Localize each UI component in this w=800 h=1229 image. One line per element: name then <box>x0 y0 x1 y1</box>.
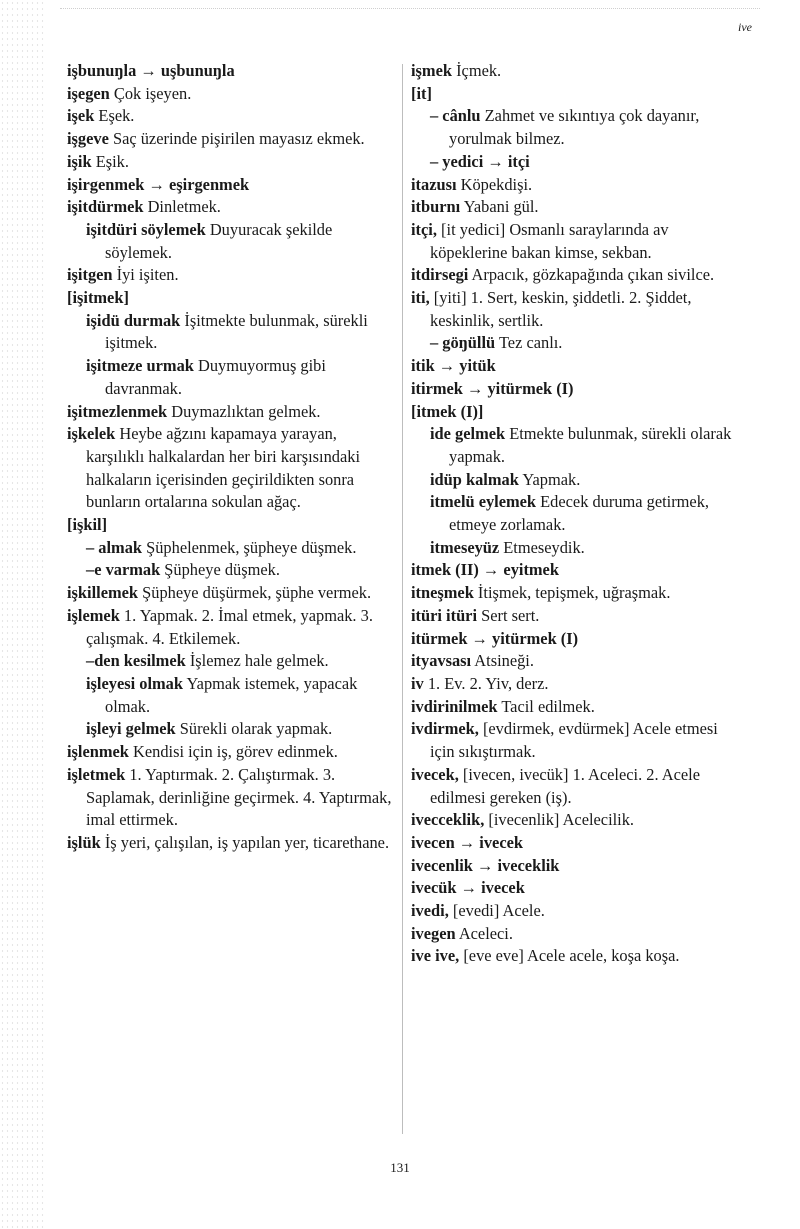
dictionary-entry <box>411 832 737 855</box>
entry-headword: ivecceklik, <box>411 810 485 830</box>
dictionary-entry <box>411 945 737 968</box>
entry-headword: işitmezlenmek <box>67 401 168 421</box>
dictionary-entry <box>67 83 395 106</box>
entry-definition: Duymazlıktan gelmek. <box>167 401 321 421</box>
dictionary-entry <box>67 764 395 832</box>
entry-definition: → eşirgenmek <box>144 174 250 194</box>
dictionary-entry <box>411 537 737 560</box>
dictionary-entry <box>411 673 737 696</box>
entry-definition: → ivecek <box>456 878 525 898</box>
entry-headword: işlenmek <box>67 742 129 762</box>
scan-speckle <box>0 0 46 1229</box>
entry-headword: idüp kalmak <box>430 469 519 489</box>
entry-headword: itmeseyüz <box>430 537 500 557</box>
entry-definition: Şüpheye düşürmek, şüphe vermek. <box>138 583 372 603</box>
dictionary-entry <box>67 582 395 605</box>
entry-definition: Etmeseydik. <box>499 537 585 557</box>
entry-definition: Tez canlı. <box>495 333 563 353</box>
top-rule <box>60 8 760 10</box>
dictionary-entry <box>67 650 395 673</box>
entry-headword: işirgenmek <box>67 174 145 194</box>
entry-headword: ivdirmek, <box>411 719 479 739</box>
dictionary-entry <box>411 151 737 174</box>
entry-definition: Etmekte bulunmak, sürekli olarak yapmak. <box>449 424 732 466</box>
entry-headword: işbunuŋla <box>67 61 137 80</box>
entry-definition: İçmek. <box>451 61 502 80</box>
dictionary-entry <box>67 196 395 219</box>
entry-definition: Sert sert. <box>477 605 540 625</box>
entry-definition: Heybe ağzını kapamaya yarayan, karşılıklı halkalardan her biri karşısındaki halkaların içerisinden geçirildikten sonra bunların ortalarına sokulan ağaç. <box>86 424 361 512</box>
entry-headword: ivedi, <box>411 901 449 921</box>
page-number: 131 <box>390 1160 410 1175</box>
dictionary-entry <box>411 469 737 492</box>
entry-definition: İyi işiten. <box>112 265 179 285</box>
entry-headword: işkelek <box>67 424 116 444</box>
entry-headword: işlemek <box>67 605 120 625</box>
dictionary-entry <box>411 491 737 536</box>
entry-headword: – yedici <box>430 151 484 171</box>
dictionary-entry <box>411 219 737 264</box>
entry-headword: –e varmak <box>86 560 161 580</box>
dictionary-entry <box>67 60 395 83</box>
dictionary-entry <box>67 832 395 855</box>
dictionary-entry <box>67 718 395 741</box>
entry-headword: ivdirinilmek <box>411 696 498 716</box>
entry-definition: 1. Yapmak. 2. İmal etmek, yapmak. 3. çalışmak. 4. Etkilemek. <box>86 605 373 648</box>
dictionary-entry <box>67 423 395 514</box>
entry-definition: [yiti] 1. Sert, keskin, şiddetli. 2. Şiddet, keskinlik, sertlik. <box>429 288 692 330</box>
entry-definition: Dinletmek. <box>143 197 221 217</box>
entry-definition: [ivecen, ivecük] 1. Aceleci. 2. Acele edilmesi gereken (iş). <box>430 764 700 807</box>
dictionary-entry <box>411 332 737 355</box>
dictionary-entry <box>411 582 737 605</box>
entry-headword: iti, <box>411 288 430 308</box>
entry-definition: 1. Ev. 2. Yiv, derz. <box>423 673 549 693</box>
dictionary-entry <box>411 264 737 287</box>
left-column <box>67 60 395 855</box>
entry-headword: ivecek, <box>411 764 459 784</box>
entry-headword: işitmeze urmak <box>86 356 194 376</box>
dictionary-entry <box>411 83 737 106</box>
dictionary-entry <box>411 696 737 719</box>
entry-definition: [evdirmek, evdürmek] Acele etmesi için sıkıştırmak. <box>430 719 718 762</box>
entry-headword: ide gelmek <box>430 424 506 444</box>
entry-headword: işmek <box>411 61 452 80</box>
entry-headword: işidü durmak <box>86 310 181 330</box>
dictionary-entry <box>411 105 737 150</box>
dictionary-entry <box>411 605 737 628</box>
entry-definition: 1. Yaptırmak. 2. Çalıştırmak. 3. Saplamak, derinliğine geçirmek. 4. Yaptırmak, imal ettirmek. <box>86 764 392 830</box>
dictionary-entry <box>67 514 395 537</box>
entry-headword: işleyesi olmak <box>86 673 183 693</box>
entry-headword: işlük <box>67 832 101 852</box>
entry-definition: → yitürmek (I) <box>467 628 579 648</box>
dictionary-entry <box>67 174 395 197</box>
entry-headword: iv <box>411 673 424 693</box>
dictionary-entry <box>67 673 395 718</box>
entry-headword: [işkil] <box>67 515 108 535</box>
dictionary-entry <box>411 355 737 378</box>
entry-headword: itçi, <box>411 219 437 239</box>
dictionary-entry <box>411 559 737 582</box>
column-divider <box>402 64 403 1134</box>
entry-definition: Tacil edilmek. <box>497 696 595 716</box>
entry-headword: ive ive, <box>411 946 460 966</box>
dictionary-entry <box>411 423 737 468</box>
dictionary-entry <box>67 151 395 174</box>
dictionary-entry <box>411 923 737 946</box>
entry-headword: – göŋüllü <box>430 333 496 353</box>
entry-definition: [eve eve] Acele acele, koşa koşa. <box>459 946 680 966</box>
entry-headword: itmelü eylemek <box>430 492 537 512</box>
entry-definition: Yabani gül. <box>460 197 539 217</box>
entry-headword: itirmek <box>411 378 463 398</box>
entry-headword: işitdürmek <box>67 197 144 217</box>
entry-headword: itmek (II) <box>411 560 479 580</box>
entry-definition: Atsineği. <box>471 651 534 671</box>
entry-headword: işleyi gelmek <box>86 719 176 739</box>
right-column <box>411 60 737 968</box>
dictionary-entry <box>67 105 395 128</box>
entry-headword: [itmek (I)] <box>411 401 484 421</box>
entry-definition: Yapmak istemek, yapacak olmak. <box>105 673 358 716</box>
entry-headword: ityavsası <box>411 651 472 671</box>
entry-definition: → iveceklik <box>472 855 560 875</box>
running-head: ive <box>738 20 752 34</box>
dictionary-entry <box>67 355 395 400</box>
entry-definition: → yitürmek (I) <box>462 378 574 398</box>
entry-definition: Köpekdişi. <box>456 174 533 194</box>
entry-definition: Edecek duruma getirmek, etmeye zorlamak. <box>449 492 710 535</box>
entry-headword: itazusı <box>411 174 457 194</box>
entry-definition: İş yeri, çalışılan, iş yapılan yer, ticarethane. <box>100 832 390 852</box>
entry-definition: Yapmak. <box>518 469 581 489</box>
dictionary-entry <box>67 401 395 424</box>
entry-headword: itürmek <box>411 628 468 648</box>
entry-definition: Şüphelenmek, şüpheye düşmek. <box>142 537 357 557</box>
entry-definition: İşitmekte bulunmak, sürekli işitmek. <box>105 310 368 353</box>
entry-definition: [evedi] Acele. <box>448 901 545 921</box>
dictionary-entry <box>67 219 395 264</box>
entry-headword: ivegen <box>411 923 456 943</box>
entry-definition: → eyitmek <box>478 560 559 580</box>
entry-headword: itdirsegi <box>411 265 469 285</box>
entry-headword: ivecük <box>411 878 457 898</box>
entry-definition: Duyuracak şekilde söylemek. <box>105 219 333 262</box>
entry-headword: itburnı <box>411 197 461 217</box>
entry-headword: işgeve <box>67 129 109 149</box>
entry-headword: işegen <box>67 83 110 103</box>
dictionary-entry <box>411 196 737 219</box>
entry-definition: Çok işeyen. <box>109 83 192 103</box>
entry-headword: itik <box>411 356 435 376</box>
entry-definition: İtişmek, tepişmek, uğraşmak. <box>473 583 671 603</box>
entry-headword: işitgen <box>67 265 113 285</box>
entry-definition: → ivecek <box>454 832 523 852</box>
dictionary-entry <box>411 60 737 83</box>
dictionary-entry <box>411 877 737 900</box>
entry-definition: [it yedici] Osmanlı saraylarında av köpeklerine bakan kimse, sekban. <box>430 219 669 262</box>
entry-definition: Kendisi için iş, görev edinmek. <box>128 742 338 762</box>
dictionary-entry <box>411 401 737 424</box>
entry-definition: → itçi <box>483 151 530 171</box>
dictionary-entry <box>411 174 737 197</box>
entry-headword: işek <box>67 106 95 126</box>
entry-definition: İşlemez hale gelmek. <box>185 651 329 671</box>
entry-headword: – almak <box>86 537 143 557</box>
dictionary-entry <box>411 287 737 332</box>
entry-headword: –den kesilmek <box>86 651 186 671</box>
entry-headword: işik <box>67 151 92 171</box>
entry-headword: [işitmek] <box>67 288 129 308</box>
entry-definition: Şüpheye düşmek. <box>160 560 280 580</box>
entry-definition: [ivecenlik] Acelecilik. <box>484 810 635 830</box>
entry-definition: → yitük <box>434 356 496 376</box>
entry-definition: Duymuyormuş gibi davranmak. <box>105 356 326 398</box>
dictionary-entry <box>67 537 395 560</box>
entry-definition: Eşik. <box>91 151 129 171</box>
dictionary-entry <box>411 628 737 651</box>
dictionary-entry <box>67 605 395 650</box>
dictionary-entry <box>411 900 737 923</box>
dictionary-entry <box>67 264 395 287</box>
entry-definition: Saç üzerinde pişirilen mayasız ekmek. <box>108 129 365 149</box>
entry-headword: itneşmek <box>411 583 474 603</box>
dictionary-entry <box>67 310 395 355</box>
entry-headword: işkillemek <box>67 583 139 603</box>
entry-definition: Arpacık, gözkapağında çıkan sivilce. <box>468 265 715 285</box>
entry-definition: → uşbunuŋla <box>136 61 235 80</box>
entry-definition: Sürekli olarak yapmak. <box>175 719 333 739</box>
dictionary-entry <box>411 809 737 832</box>
dictionary-entry <box>67 128 395 151</box>
entry-definition: Zahmet ve sıkıntıya çok dayanır, yorulmak bilmez. <box>449 106 700 149</box>
dictionary-entry <box>67 741 395 764</box>
entry-definition: Aceleci. <box>455 923 513 943</box>
dictionary-entry <box>411 650 737 673</box>
dictionary-entry <box>411 855 737 878</box>
entry-headword: – cânlu <box>430 106 481 126</box>
entry-headword: ivecenlik <box>411 855 473 875</box>
entry-headword: ivecen <box>411 832 455 852</box>
entry-headword: [it] <box>411 83 432 103</box>
dictionary-entry <box>411 764 737 809</box>
dictionary-entry <box>411 718 737 763</box>
entry-headword: itüri itüri <box>411 605 478 625</box>
dictionary-entry <box>411 378 737 401</box>
dictionary-entry <box>67 559 395 582</box>
dictionary-entry <box>67 287 395 310</box>
entry-definition: Eşek. <box>94 106 135 126</box>
entry-headword: işitdüri söylemek <box>86 219 206 239</box>
entry-headword: işletmek <box>67 764 126 784</box>
